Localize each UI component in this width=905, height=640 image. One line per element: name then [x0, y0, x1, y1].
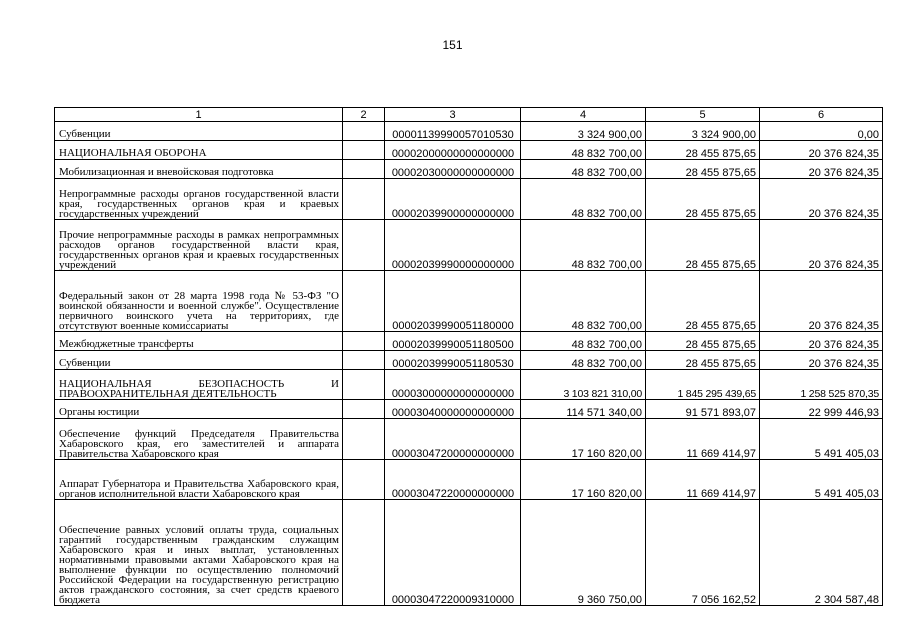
- row-value-6: 5 491 405,03: [760, 460, 883, 500]
- row-value-4: 9 360 750,00: [521, 500, 646, 606]
- header-col-4: 4: [521, 108, 646, 122]
- row-value-5: 28 455 875,65: [646, 332, 760, 351]
- row-code: 00002039990051180000: [385, 271, 521, 332]
- row-value-6: 20 376 824,35: [760, 160, 883, 179]
- row-col-2: [343, 460, 385, 500]
- row-value-5: 28 455 875,65: [646, 179, 760, 220]
- row-value-5: 11 669 414,97: [646, 460, 760, 500]
- row-name: Аппарат Губернатора и Правительства Хабаровского края, органов исполнительной власти Хабаровского края: [55, 460, 343, 500]
- row-name: Прочие непрограммные расходы в рамках непрограммных расходов органов государственной власти края, государственных органов края и краевых государственных учреждений: [55, 220, 343, 271]
- row-col-2: [343, 419, 385, 460]
- row-code: 00003047220009310000: [385, 500, 521, 606]
- row-code: 00002039990051180500: [385, 332, 521, 351]
- row-value-4: 48 832 700,00: [521, 179, 646, 220]
- row-value-6: 20 376 824,35: [760, 271, 883, 332]
- header-col-3: 3: [385, 108, 521, 122]
- row-col-2: [343, 332, 385, 351]
- row-col-2: [343, 271, 385, 332]
- row-value-6: 0,00: [760, 122, 883, 141]
- row-code: 00003047200000000000: [385, 419, 521, 460]
- row-col-2: [343, 220, 385, 271]
- table-row: [55, 370, 883, 400]
- row-value-6: 2 304 587,48: [760, 500, 883, 606]
- row-name: Межбюджетные трансферты: [55, 332, 343, 351]
- row-value-5: 91 571 893,07: [646, 400, 760, 419]
- row-value-4: 48 832 700,00: [521, 332, 646, 351]
- row-col-2: [343, 179, 385, 220]
- row-value-6: 20 376 824,35: [760, 332, 883, 351]
- row-value-5: 28 455 875,65: [646, 220, 760, 271]
- table-row: [55, 141, 883, 160]
- row-col-2: [343, 400, 385, 419]
- row-value-5: 28 455 875,65: [646, 271, 760, 332]
- row-value-4: 48 832 700,00: [521, 271, 646, 332]
- row-value-4: 3 324 900,00: [521, 122, 646, 141]
- row-col-2: [343, 141, 385, 160]
- row-value-6: 1 258 525 870,35: [760, 370, 883, 400]
- table-header-row: [55, 108, 883, 122]
- row-code: 00001139990057010530: [385, 122, 521, 141]
- row-value-4: 17 160 820,00: [521, 419, 646, 460]
- header-col-5: 5: [646, 108, 760, 122]
- row-code: 00002039900000000000: [385, 179, 521, 220]
- row-value-6: 20 376 824,35: [760, 179, 883, 220]
- table-row: [55, 271, 883, 332]
- row-value-5: 11 669 414,97: [646, 419, 760, 460]
- table-row: [55, 332, 883, 351]
- header-col-6: 6: [760, 108, 883, 122]
- row-value-6: 5 491 405,03: [760, 419, 883, 460]
- row-value-5: 28 455 875,65: [646, 160, 760, 179]
- row-code: 00003000000000000000: [385, 370, 521, 400]
- row-value-4: 48 832 700,00: [521, 351, 646, 370]
- table-row: [55, 220, 883, 271]
- row-value-4: 17 160 820,00: [521, 460, 646, 500]
- row-value-5: 1 845 295 439,65: [646, 370, 760, 400]
- row-value-6: 20 376 824,35: [760, 220, 883, 271]
- row-name: Мобилизационная и вневойсковая подготовка: [55, 160, 343, 179]
- row-code: 00002039990051180530: [385, 351, 521, 370]
- table-row: [55, 500, 883, 606]
- row-code: 00003047220000000000: [385, 460, 521, 500]
- row-value-6: 20 376 824,35: [760, 351, 883, 370]
- row-col-2: [343, 351, 385, 370]
- row-value-4: 48 832 700,00: [521, 160, 646, 179]
- header-col-2: 2: [343, 108, 385, 122]
- table-row: [55, 179, 883, 220]
- row-value-4: 114 571 340,00: [521, 400, 646, 419]
- row-value-6: 20 376 824,35: [760, 141, 883, 160]
- row-name: НАЦИОНАЛЬНАЯ БЕЗОПАСНОСТЬ И ПРАВООХРАНИТЕЛЬНАЯ ДЕЯТЕЛЬНОСТЬ: [55, 370, 343, 400]
- row-code: 00002039990000000000: [385, 220, 521, 271]
- row-code: 00003040000000000000: [385, 400, 521, 419]
- row-value-5: 28 455 875,65: [646, 141, 760, 160]
- row-col-2: [343, 370, 385, 400]
- header-col-1: 1: [55, 108, 343, 122]
- row-name: Непрограммные расходы органов государственной власти края, государственных органов края и краевых государственных учреждений: [55, 179, 343, 220]
- row-value-4: 3 103 821 310,00: [521, 370, 646, 400]
- row-value-5: 28 455 875,65: [646, 351, 760, 370]
- row-name: Обеспечение функций Председателя Правительства Хабаровского края, его заместителей и аппарата Правительства Хабаровского края: [55, 419, 343, 460]
- budget-table: [54, 107, 883, 606]
- table-row: [55, 160, 883, 179]
- row-col-2: [343, 500, 385, 606]
- row-name: Органы юстиции: [55, 400, 343, 419]
- row-name: НАЦИОНАЛЬНАЯ ОБОРОНА: [55, 141, 343, 160]
- page-number: 151: [442, 38, 463, 52]
- row-col-2: [343, 122, 385, 141]
- table-row: [55, 351, 883, 370]
- row-value-5: 7 056 162,52: [646, 500, 760, 606]
- row-value-4: 48 832 700,00: [521, 220, 646, 271]
- row-value-6: 22 999 446,93: [760, 400, 883, 419]
- row-value-5: 3 324 900,00: [646, 122, 760, 141]
- row-value-4: 48 832 700,00: [521, 141, 646, 160]
- row-name: Субвенции: [55, 122, 343, 141]
- table-row: [55, 400, 883, 419]
- row-name: Федеральный закон от 28 марта 1998 года № 53-ФЗ "О воинской обязанности и военной службе". Осуществление первичного воинского учета на территориях, где отсутствуют военные комиссариаты: [55, 271, 343, 332]
- row-code: 00002030000000000000: [385, 160, 521, 179]
- table-row: [55, 122, 883, 141]
- row-name: Обеспечение равных условий оплаты труда, социальных гарантий государственным гражданским служащим Хабаровского края и иных выплат, установленных нормативными правовыми актами Хабаровского края на выполнение функции по осуществлению полномочий Российской Федерации на государственную регистрацию актов гражданского состояния, за счет средств краевого бюджета: [55, 500, 343, 606]
- row-name: Субвенции: [55, 351, 343, 370]
- table-row: [55, 460, 883, 500]
- row-code: 00002000000000000000: [385, 141, 521, 160]
- row-col-2: [343, 160, 385, 179]
- table-row: [55, 419, 883, 460]
